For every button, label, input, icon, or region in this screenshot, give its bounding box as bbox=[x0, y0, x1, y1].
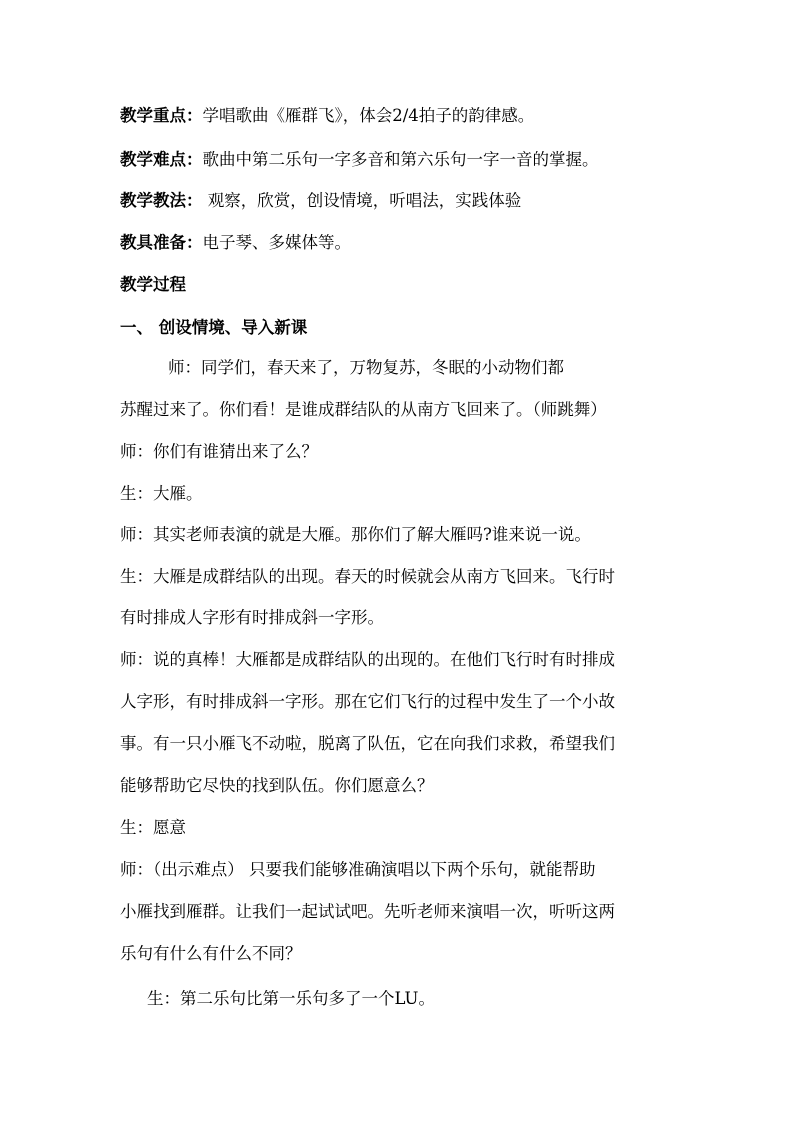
methods-label: 教学教法： bbox=[120, 191, 203, 210]
key-points-line bbox=[120, 106, 534, 126]
process-title: 教学过程 bbox=[120, 275, 186, 294]
key-points-text: 学唱歌曲《雁群飞》，体会2/4拍子的韵律感。 bbox=[202, 106, 535, 125]
paragraph-line: 生：第二乐句比第一乐句多了一个LU。 bbox=[147, 989, 435, 1008]
paragraph-line: 能够帮助它尽快的找到队伍。你们愿意么？ bbox=[120, 776, 434, 795]
key-points-label: 教学重点： bbox=[120, 106, 203, 125]
paragraph-line: 生：大雁是成群结队的出现。春天的时候就会从南方飞回来。飞行时 bbox=[120, 567, 615, 586]
paragraph-line: 师：（出示难点） 只要我们能够准确演唱以下两个乐句，就能帮助 bbox=[120, 860, 596, 879]
paragraph-line: 师：其实老师表演的就是大雁。那你们了解大雁吗?谁来说一说。 bbox=[120, 525, 591, 544]
paragraph-line: 有时排成人字形有时排成斜一字形。 bbox=[120, 608, 384, 627]
paragraph-line: 师：你们有谁猜出来了么？ bbox=[120, 442, 318, 461]
materials-text: 电子琴、多媒体等。 bbox=[202, 233, 351, 252]
difficulties-text: 歌曲中第二乐句一字多音和第六乐句一字一音的掌握。 bbox=[202, 150, 599, 169]
paragraph-line: 苏醒过来了。你们看！是谁成群结队的从南方飞回来了。（师跳舞） bbox=[120, 400, 607, 419]
paragraph-line: 师：说的真棒！大雁都是成群结队的出现的。在他们飞行时有时排成 bbox=[120, 650, 615, 669]
paragraph-line: 生：大雁。 bbox=[120, 484, 203, 503]
materials-line bbox=[120, 233, 351, 253]
methods-text: 观察，欣赏，创设情境，听唱法，实践体验 bbox=[202, 191, 522, 210]
difficulties-line bbox=[120, 150, 599, 170]
methods-line bbox=[120, 191, 521, 211]
paragraph-line: 乐句有什么有什么不同？ bbox=[120, 944, 302, 963]
step1-title: 一、 创设情境、导入新课 bbox=[120, 318, 308, 337]
paragraph-line: 生：愿意 bbox=[120, 818, 186, 837]
paragraph-line: 事。有一只小雁飞不动啦，脱离了队伍，它在向我们求救，希望我们 bbox=[120, 734, 615, 753]
difficulties-label: 教学难点： bbox=[120, 150, 203, 169]
paragraph-line: 人字形，有时排成斜一字形。那在它们飞行的过程中发生了一个小故 bbox=[120, 692, 615, 711]
paragraph-line: 小雁找到雁群。让我们一起试试吧。先听老师来演唱一次，听听这两 bbox=[120, 902, 615, 921]
materials-label: 教具准备： bbox=[120, 233, 203, 252]
paragraph-line: 师：同学们，春天来了，万物复苏，冬眠的小动物们都 bbox=[168, 358, 564, 377]
